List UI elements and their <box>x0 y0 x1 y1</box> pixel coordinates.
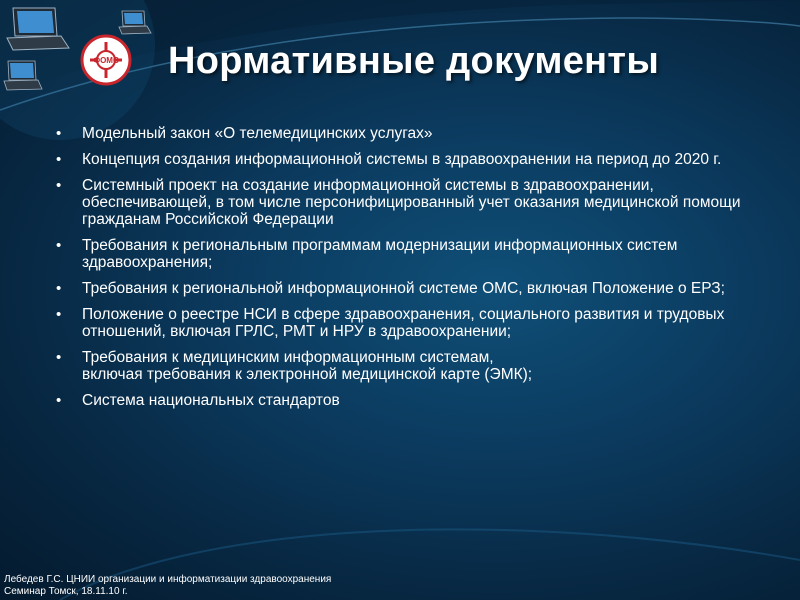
bullet-list <box>50 125 775 418</box>
laptop-icon <box>5 6 71 52</box>
bullet-item: • Положение о реестре НСИ в сфере здравоохранения, социального развития и трудовых отношений, включая ГРЛС, РМТ и НРУ в здравоохранении; <box>50 306 775 340</box>
bullet-item: • Концепция создания информационной системы в здравоохранении на период до 2020 г. <box>50 151 775 168</box>
bullet-item: • Требования к медицинским информационным системам, включая требования к электронной медицинской карте (ЭМК); <box>50 349 775 383</box>
foms-logo <box>80 34 132 86</box>
slide-title: Нормативные документы <box>168 40 660 82</box>
footer-author: Лебедев Г.С. ЦНИИ организации и информатизации здравоохранения <box>4 574 332 585</box>
footer-event: Семинар Томск, 18.11.10 г. <box>4 586 128 597</box>
laptop-icon <box>3 60 43 92</box>
bullet-item: • Система национальных стандартов <box>50 392 775 409</box>
bullet-item: • Модельный закон «О телемедицинских услугах» <box>50 125 775 142</box>
footer <box>4 574 331 598</box>
bullet-item: • Системный проект на создание информационной системы в здравоохранении, обеспечивающей, в том числе персонифицированный учет оказания медицинской помощи гражданам Российской Федерации <box>50 177 775 228</box>
laptop-icon <box>118 10 152 36</box>
bullet-item: • Требования к региональным программам модернизации информационных систем здравоохранения; <box>50 237 775 271</box>
logo-text: ФОМС <box>93 56 119 65</box>
bullet-item: • Требования к региональной информационной системе ОМС, включая Положение о ЕРЗ; <box>50 280 775 297</box>
